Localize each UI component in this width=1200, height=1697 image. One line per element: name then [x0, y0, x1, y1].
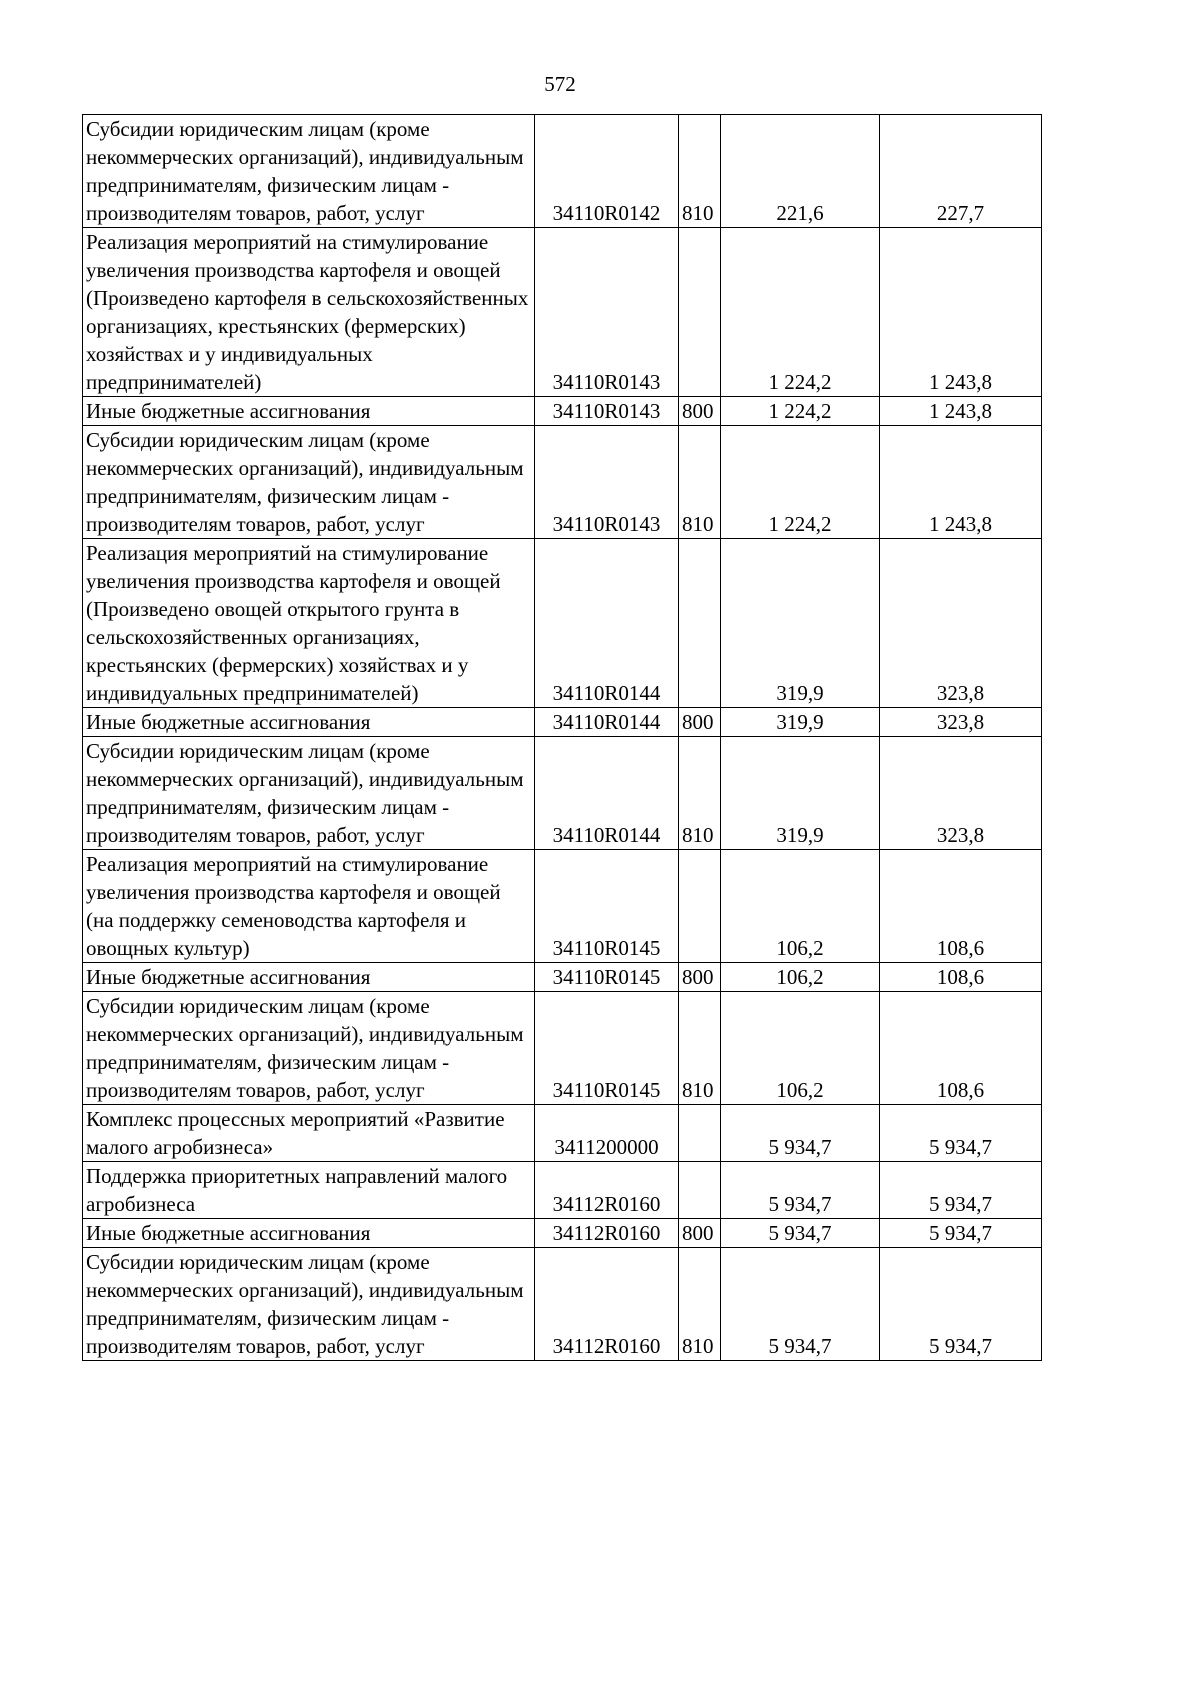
- row-value-1-cell: 106,2: [721, 850, 880, 963]
- page-number: 572: [544, 72, 576, 96]
- row-code-cell: 34110R0144: [535, 708, 679, 737]
- row-code-cell: 34110R0145: [535, 992, 679, 1105]
- row-expense-type-cell: [679, 539, 721, 708]
- row-expense-type-cell: 800: [679, 708, 721, 737]
- row-code-cell: 3411200000: [535, 1105, 679, 1162]
- row-expense-type-cell: 800: [679, 397, 721, 426]
- row-expense-type-cell: [679, 1105, 721, 1162]
- row-value-2-cell: 323,8: [880, 708, 1042, 737]
- row-value-1-cell: 319,9: [721, 539, 880, 708]
- table-row: [83, 426, 1042, 539]
- row-name-cell: Иные бюджетные ассигнования: [83, 397, 535, 426]
- row-value-1-cell: 319,9: [721, 708, 880, 737]
- row-code-cell: 34110R0145: [535, 850, 679, 963]
- row-expense-type-cell: 800: [679, 963, 721, 992]
- row-value-2-cell: 108,6: [880, 850, 1042, 963]
- table-row: [83, 228, 1042, 397]
- row-value-2-cell: 5 934,7: [880, 1248, 1042, 1361]
- row-value-2-cell: 227,7: [880, 115, 1042, 228]
- row-expense-type-cell: [679, 850, 721, 963]
- row-value-1-cell: 106,2: [721, 963, 880, 992]
- row-name-cell: Субсидии юридическим лицам (кроме некоммерческих организаций), индивидуальным предпринимателям, физическим лицам - производителям товаров, работ, услуг: [83, 115, 535, 228]
- row-value-2-cell: 1 243,8: [880, 397, 1042, 426]
- row-expense-type-cell: 810: [679, 737, 721, 850]
- row-code-cell: 34110R0143: [535, 397, 679, 426]
- row-value-1-cell: 5 934,7: [721, 1219, 880, 1248]
- table-row: [83, 737, 1042, 850]
- row-value-1-cell: 5 934,7: [721, 1105, 880, 1162]
- row-value-2-cell: 108,6: [880, 992, 1042, 1105]
- row-name-cell: Реализация мероприятий на стимулирование увеличения производства картофеля и овощей (на поддержку семеноводства картофеля и овощных культур): [83, 850, 535, 963]
- row-name-cell: Субсидии юридическим лицам (кроме некоммерческих организаций), индивидуальным предпринимателям, физическим лицам - производителям товаров, работ, услуг: [83, 1248, 535, 1361]
- row-name-cell: Реализация мероприятий на стимулирование увеличения производства картофеля и овощей (Произведено овощей открытого грунта в сельскохозяйственных организациях, крестьянских (фермерских) хозяйствах и у индивидуальных предпринимателей): [83, 539, 535, 708]
- row-name-cell: Реализация мероприятий на стимулирование увеличения производства картофеля и овощей (Произведено картофеля в сельскохозяйственных организациях, крестьянских (фермерских) хозяйствах и у индивидуальных предпринимателей): [83, 228, 535, 397]
- row-expense-type-cell: [679, 1162, 721, 1219]
- row-expense-type-cell: 810: [679, 426, 721, 539]
- row-code-cell: 34110R0144: [535, 539, 679, 708]
- row-expense-type-cell: [679, 228, 721, 397]
- row-value-2-cell: 5 934,7: [880, 1219, 1042, 1248]
- budget-table: [82, 114, 1042, 1361]
- row-expense-type-cell: 810: [679, 992, 721, 1105]
- row-name-cell: Иные бюджетные ассигнования: [83, 963, 535, 992]
- table-row: [83, 850, 1042, 963]
- row-code-cell: 34110R0142: [535, 115, 679, 228]
- row-expense-type-cell: 810: [679, 115, 721, 228]
- row-value-1-cell: 221,6: [721, 115, 880, 228]
- row-value-1-cell: 1 224,2: [721, 397, 880, 426]
- row-value-2-cell: 5 934,7: [880, 1105, 1042, 1162]
- row-name-cell: Субсидии юридическим лицам (кроме некоммерческих организаций), индивидуальным предпринимателям, физическим лицам - производителям товаров, работ, услуг: [83, 737, 535, 850]
- row-code-cell: 34110R0143: [535, 228, 679, 397]
- row-value-2-cell: 323,8: [880, 539, 1042, 708]
- budget-table-body: [83, 115, 1042, 1361]
- row-name-cell: Субсидии юридическим лицам (кроме некоммерческих организаций), индивидуальным предпринимателям, физическим лицам - производителям товаров, работ, услуг: [83, 992, 535, 1105]
- row-value-2-cell: 1 243,8: [880, 228, 1042, 397]
- row-value-2-cell: 323,8: [880, 737, 1042, 850]
- row-name-cell: Комплекс процессных мероприятий «Развитие малого агробизнеса»: [83, 1105, 535, 1162]
- row-value-1-cell: 106,2: [721, 992, 880, 1105]
- row-value-1-cell: 5 934,7: [721, 1162, 880, 1219]
- row-code-cell: 34112R0160: [535, 1162, 679, 1219]
- table-row: [83, 992, 1042, 1105]
- row-expense-type-cell: 800: [679, 1219, 721, 1248]
- table-row: [83, 539, 1042, 708]
- row-expense-type-cell: 810: [679, 1248, 721, 1361]
- row-value-1-cell: 1 224,2: [721, 228, 880, 397]
- row-name-cell: Иные бюджетные ассигнования: [83, 708, 535, 737]
- row-code-cell: 34110R0143: [535, 426, 679, 539]
- table-row: [83, 1105, 1042, 1162]
- table-row: [83, 708, 1042, 737]
- row-name-cell: Субсидии юридическим лицам (кроме некоммерческих организаций), индивидуальным предпринимателям, физическим лицам - производителям товаров, работ, услуг: [83, 426, 535, 539]
- row-value-2-cell: 108,6: [880, 963, 1042, 992]
- table-row: [83, 1162, 1042, 1219]
- row-code-cell: 34110R0144: [535, 737, 679, 850]
- row-code-cell: 34112R0160: [535, 1248, 679, 1361]
- row-value-2-cell: 1 243,8: [880, 426, 1042, 539]
- table-row: [83, 963, 1042, 992]
- row-name-cell: Иные бюджетные ассигнования: [83, 1219, 535, 1248]
- table-row: [83, 1219, 1042, 1248]
- row-name-cell: Поддержка приоритетных направлений малого агробизнеса: [83, 1162, 535, 1219]
- row-value-2-cell: 5 934,7: [880, 1162, 1042, 1219]
- row-code-cell: 34110R0145: [535, 963, 679, 992]
- row-code-cell: 34112R0160: [535, 1219, 679, 1248]
- table-row: [83, 1248, 1042, 1361]
- table-row: [83, 115, 1042, 228]
- row-value-1-cell: 1 224,2: [721, 426, 880, 539]
- row-value-1-cell: 5 934,7: [721, 1248, 880, 1361]
- row-value-1-cell: 319,9: [721, 737, 880, 850]
- table-row: [83, 397, 1042, 426]
